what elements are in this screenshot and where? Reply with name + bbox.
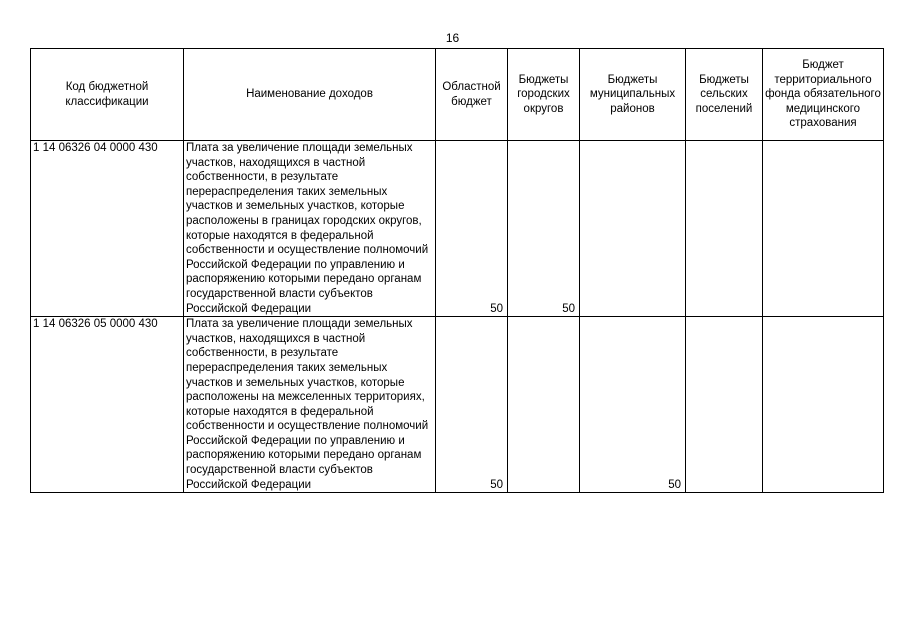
cell-municipal-districts: 50 bbox=[580, 317, 686, 493]
cell-city-districts bbox=[508, 317, 580, 493]
table-row bbox=[31, 141, 884, 317]
header-regional: Областной бюджет bbox=[436, 49, 508, 141]
cell-name: Плата за увеличение площади земельных участков, находящихся в частной собственности, в результате перераспределения таких земельных участков и земельных участков, которые расположены в границах городских округов, которые находятся в федеральной собственности и осуществление полномочий Российской Федерации по управлению и распоряжению которыми передано органам государственной власти субъектов Российской Федерации bbox=[184, 141, 436, 317]
cell-oms-fund bbox=[763, 141, 884, 317]
cell-municipal-districts bbox=[580, 141, 686, 317]
cell-regional: 50 bbox=[436, 317, 508, 493]
cell-code: 1 14 06326 04 0000 430 bbox=[31, 141, 184, 317]
cell-rural-settlements bbox=[686, 141, 763, 317]
cell-code: 1 14 06326 05 0000 430 bbox=[31, 317, 184, 493]
header-municipal-districts: Бюджеты муниципальных районов bbox=[580, 49, 686, 141]
header-name: Наименование доходов bbox=[184, 49, 436, 141]
revenue-table bbox=[30, 48, 884, 493]
table-row bbox=[31, 317, 884, 493]
cell-oms-fund bbox=[763, 317, 884, 493]
page-number: 16 bbox=[445, 31, 460, 45]
header-code: Код бюджетной классификации bbox=[31, 49, 184, 141]
cell-city-districts: 50 bbox=[508, 141, 580, 317]
header-rural-settlements: Бюджеты сельских поселений bbox=[686, 49, 763, 141]
cell-rural-settlements bbox=[686, 317, 763, 493]
table-header-row bbox=[31, 49, 884, 141]
cell-name: Плата за увеличение площади земельных участков, находящихся в частной собственности, в результате перераспределения таких земельных участков и земельных участков, которые расположены на межселенных территориях, которые находятся в федеральной собственности и осуществление полномочий Российской Федерации по управлению и распоряжению которыми передано органам государственной власти субъектов Российской Федерации bbox=[184, 317, 436, 493]
cell-regional: 50 bbox=[436, 141, 508, 317]
header-oms-fund: Бюджет территориального фонда обязательного медицинского страхования bbox=[763, 49, 884, 141]
header-city-districts: Бюджеты городских округов bbox=[508, 49, 580, 141]
